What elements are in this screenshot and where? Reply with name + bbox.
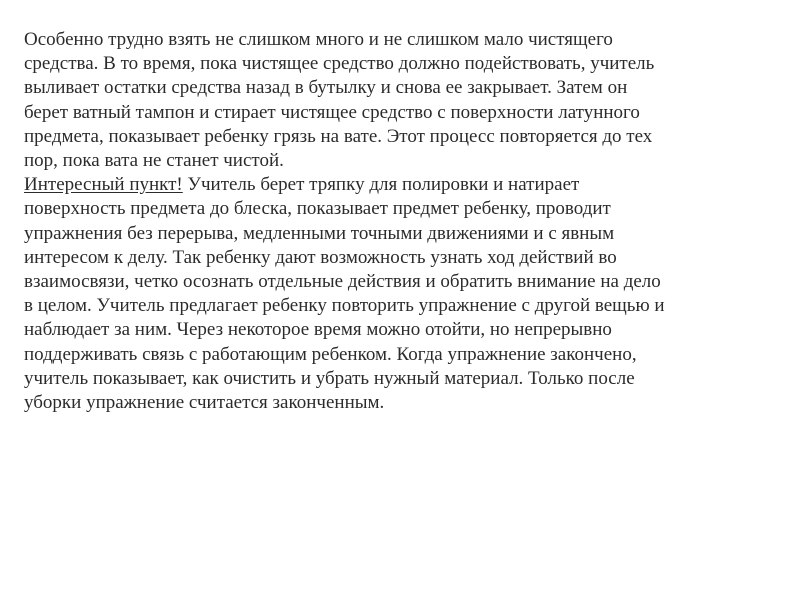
- text-line: средства. В то время, пока чистящее средство должно подействовать, учитель: [24, 53, 655, 75]
- text-line: наблюдает за ним. Через некоторое время можно отойти, но непрерывно: [24, 319, 612, 341]
- text-line: пор, пока вата не станет чистой.: [24, 150, 284, 172]
- text-line: интересом к делу. Так ребенку дают возможность узнать ход действий во: [24, 246, 617, 268]
- text-line: предмета, показывает ребенку грязь на вате. Этот процесс повторяется до тех: [24, 125, 653, 147]
- highlight-label: Интересный пункт!: [24, 174, 183, 196]
- body-text: [24, 28, 784, 415]
- text-line: уборки упражнение считается законченным.: [24, 392, 385, 414]
- text-line: поверхность предмета до блеска, показывает предмет ребенку, проводит: [24, 198, 611, 220]
- text-line: берет ватный тампон и стирает чистящее средство с поверхности латунного: [24, 101, 640, 123]
- text-line: в целом. Учитель предлагает ребенку повторить упражнение с другой вещью и: [24, 295, 665, 317]
- text-line: учитель показывает, как очистить и убрать нужный материал. Только после: [24, 367, 635, 389]
- text-line: выливает остатки средства назад в бутылку и снова ее закрывает. Затем он: [24, 77, 628, 99]
- highlight-rest: Учитель берет тряпку для полировки и натирает: [182, 174, 580, 196]
- text-line: Особенно трудно взять не слишком много и не слишком мало чистящего: [24, 29, 613, 50]
- text-line: поддерживать связь с работающим ребенком. Когда упражнение закончено,: [24, 343, 637, 365]
- text-line: упражнения без перерыва, медленными точными движениями и с явным: [24, 222, 615, 244]
- text-line: взаимосвязи, четко осознать отдельные действия и обратить внимание на дело: [24, 271, 661, 293]
- highlight-line: [24, 173, 784, 197]
